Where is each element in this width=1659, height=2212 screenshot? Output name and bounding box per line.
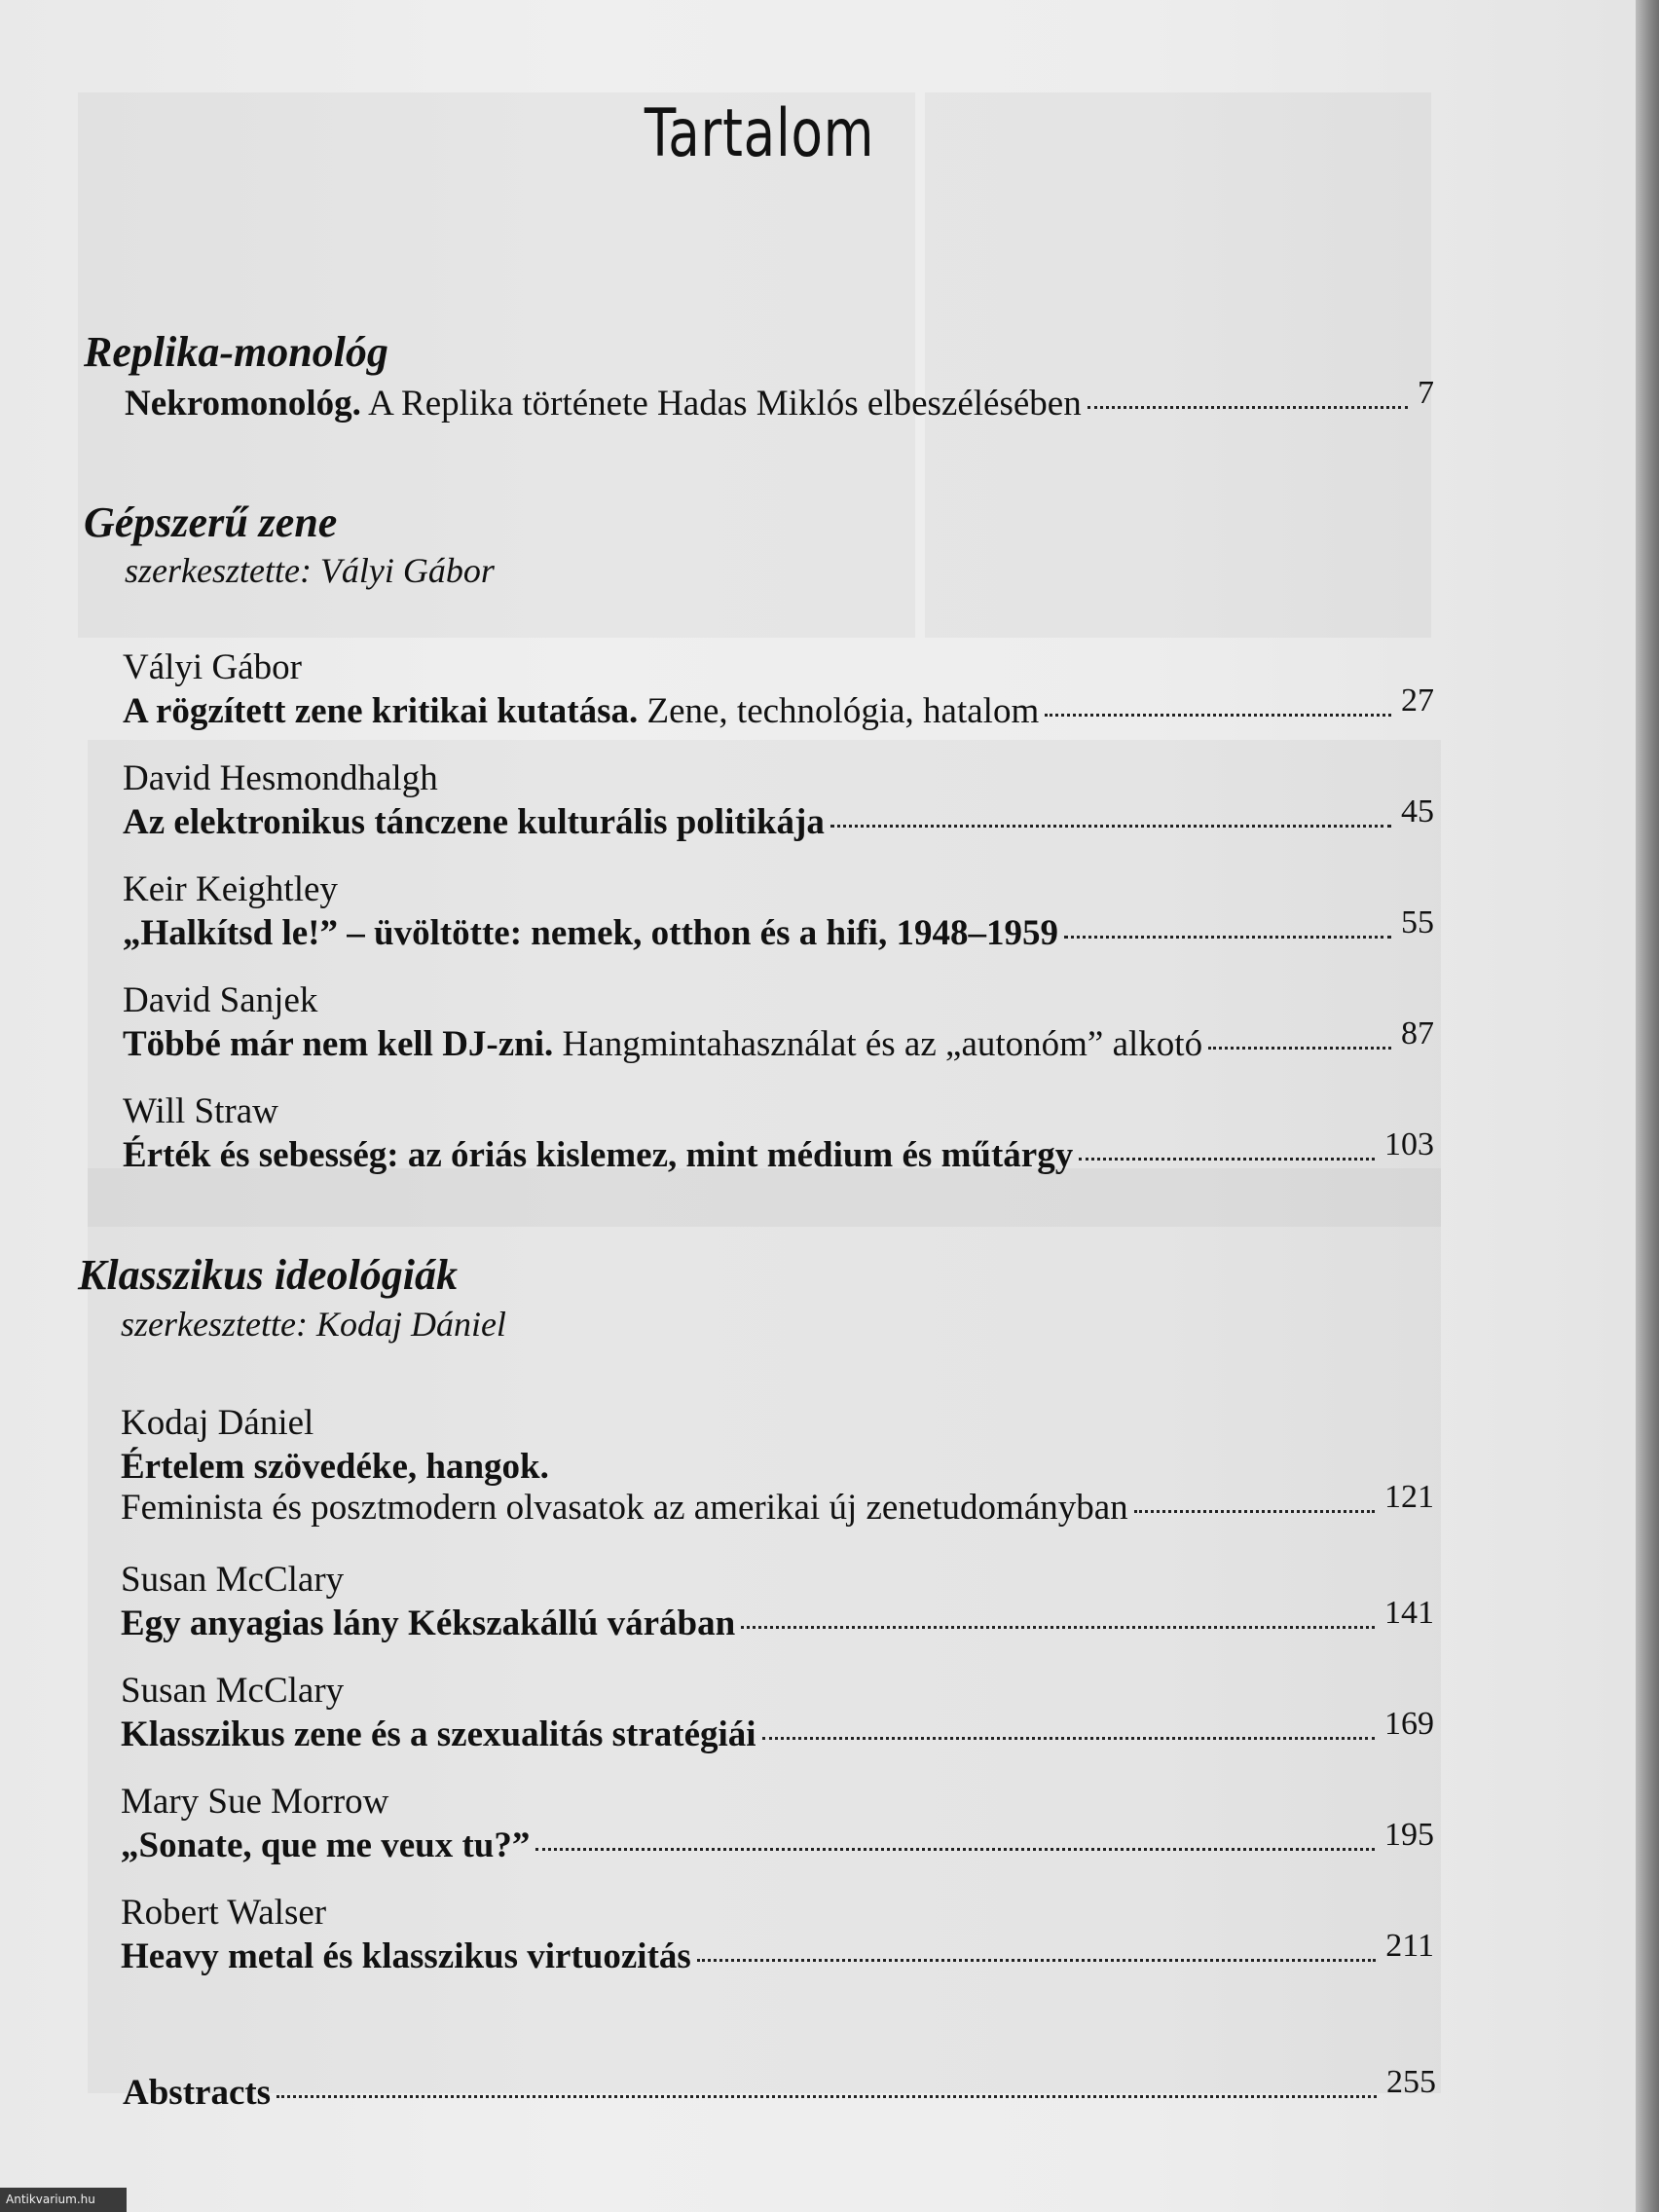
- entry-author: Vályi Gábor: [123, 647, 302, 687]
- page-number: 7: [1418, 375, 1434, 411]
- dot-leader: [830, 825, 1391, 828]
- entry-author: Will Straw: [123, 1091, 278, 1131]
- entry-author: Susan McClary: [121, 1671, 345, 1711]
- entry-author: Keir Keightley: [123, 869, 338, 909]
- entry-author: Kodaj Dániel: [121, 1403, 314, 1443]
- section-title-klasszikus: Klasszikus ideológiák: [78, 1251, 458, 1299]
- toc-entry-abstracts[interactable]: [123, 2064, 1436, 2113]
- entry-title: Abstracts: [123, 2073, 272, 2113]
- entry-title: „Sonate, que me veux tu?”: [121, 1825, 531, 1865]
- entry-title: Az elektronikus tánczene kulturális politikája: [123, 802, 825, 842]
- toc-entry[interactable]: [121, 1706, 1434, 1754]
- entry-title: Többé már nem kell DJ-zni.: [123, 1024, 554, 1064]
- entry-title: A rögzített zene kritikai kutatása.: [123, 691, 639, 731]
- section-title-replika: Replika-monológ: [84, 328, 388, 376]
- entry-subtitle: Zene, technológia, hatalom: [638, 691, 1040, 731]
- toc-entry[interactable]: [123, 682, 1434, 731]
- toc-entry[interactable]: [123, 1126, 1434, 1175]
- page-number: 195: [1384, 1817, 1434, 1853]
- page-number: 121: [1384, 1479, 1434, 1515]
- dot-leader: [697, 1959, 1376, 1962]
- page-number: 103: [1384, 1126, 1434, 1162]
- dot-leader: [1134, 1510, 1375, 1513]
- entry-subtitle: A Replika története Hadas Miklós elbeszélésében: [360, 384, 1082, 424]
- page-title: Tartalom: [644, 95, 875, 172]
- entry-author: David Sanjek: [123, 980, 318, 1020]
- entry-author: Robert Walser: [121, 1893, 327, 1933]
- entry-title: Egy anyagias lány Kékszakállú várában: [121, 1604, 736, 1643]
- toc-entry[interactable]: [123, 904, 1434, 953]
- dot-leader: [1208, 1047, 1391, 1050]
- page-number: 27: [1401, 682, 1434, 719]
- entry-author: David Hesmondhalgh: [123, 758, 438, 798]
- entry-author: Susan McClary: [121, 1560, 345, 1600]
- entry-title: Érték és sebesség: az óriás kislemez, mint médium és műtárgy: [123, 1135, 1074, 1175]
- toc-entry[interactable]: [123, 793, 1434, 842]
- page-number: 141: [1384, 1595, 1434, 1631]
- entry-subtitle: Hangmintahasználat és az „autonóm” alkotó: [553, 1024, 1203, 1064]
- dot-leader: [1088, 406, 1408, 409]
- toc-entry[interactable]: [125, 375, 1434, 424]
- section-title-gepszeru: Gépszerű zene: [84, 498, 338, 546]
- entry-title-bold: Értelem szövedéke, hangok.: [121, 1447, 549, 1487]
- toc-entry[interactable]: [121, 1479, 1434, 1528]
- dot-leader: [535, 1848, 1375, 1851]
- dot-leader: [741, 1626, 1375, 1629]
- entry-title: [121, 1449, 549, 1485]
- section-editor: szerkesztette: Kodaj Dániel: [121, 1305, 506, 1344]
- toc-entry[interactable]: [121, 1928, 1434, 1976]
- entry-author: Mary Sue Morrow: [121, 1782, 389, 1822]
- page-number: 169: [1384, 1706, 1434, 1742]
- page-number: 255: [1386, 2064, 1436, 2100]
- toc-entry[interactable]: [121, 1595, 1434, 1643]
- entry-title: „Halkítsd le!” – üvöltötte: nemek, otthon és a hifi, 1948–1959: [123, 913, 1058, 953]
- dot-leader: [1064, 936, 1391, 939]
- page-number: 45: [1401, 793, 1434, 830]
- page-number: 55: [1401, 904, 1434, 940]
- dot-leader: [1079, 1158, 1375, 1161]
- entry-subtitle: Feminista és posztmodern olvasatok az amerikai új zenetudományban: [121, 1488, 1128, 1528]
- toc-entry[interactable]: [121, 1817, 1434, 1865]
- dot-leader: [276, 2095, 1377, 2098]
- dot-leader: [762, 1737, 1375, 1740]
- entry-title: Heavy metal és klasszikus virtuozitás: [121, 1936, 691, 1976]
- section-editor: szerkesztette: Vályi Gábor: [125, 551, 495, 590]
- page-number: 211: [1385, 1928, 1434, 1964]
- entry-title: Nekromonológ.: [125, 384, 361, 424]
- dot-leader: [1045, 714, 1391, 717]
- watermark: Antikvarium.hu: [0, 2188, 127, 2212]
- page-edge: [1636, 0, 1659, 2212]
- page-number: 87: [1401, 1015, 1434, 1051]
- toc-entry[interactable]: [123, 1015, 1434, 1064]
- show-through-block: [925, 92, 1431, 638]
- entry-title: Klasszikus zene és a szexualitás stratégiái: [121, 1714, 756, 1754]
